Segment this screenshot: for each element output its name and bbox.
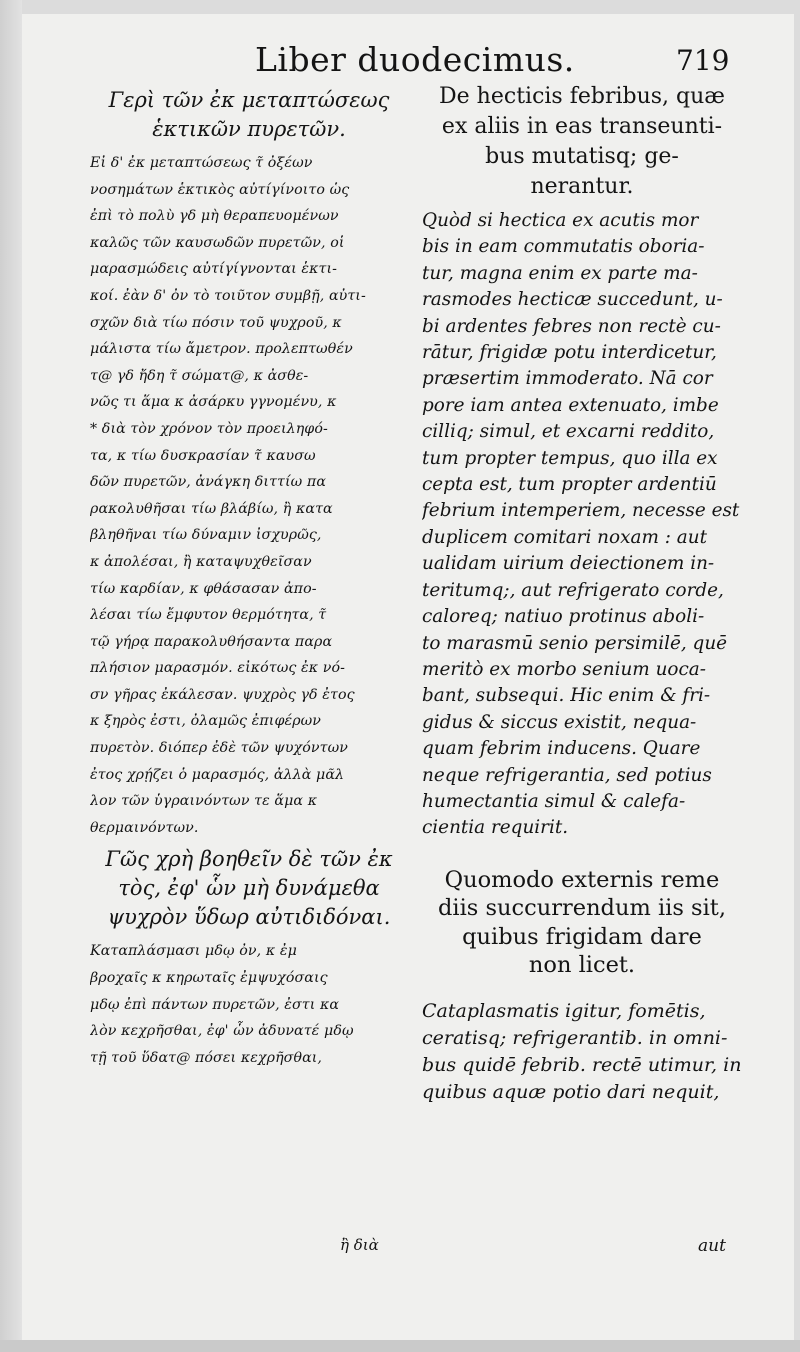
text-line: μδῳ ἐπὶ πάντων πυρετῶν, ἐστι κα bbox=[90, 996, 340, 1013]
latin-heading-1 bbox=[422, 82, 742, 202]
text-line: bant, subsequi. Hic enim & fri- bbox=[422, 685, 711, 707]
greek-column bbox=[90, 86, 408, 1071]
heading-line: nerantur. bbox=[530, 174, 634, 199]
text-line: ρακολυθῆσαι τίω βλάβίω, ἢ κατα bbox=[90, 500, 333, 517]
text-line: σν γῆρας ἐκάλεσαν. ψυχρὸς γδ ἐτος bbox=[90, 686, 355, 703]
heading-line: ψυχρὸν ὕδωρ αὐτιδιδόναι. bbox=[107, 905, 391, 930]
text-line: bi ardentes febres non rectè cu- bbox=[422, 315, 721, 337]
greek-paragraph-1 bbox=[90, 150, 408, 841]
text-line: duplicem comitari noxam : aut bbox=[422, 526, 707, 548]
text-line: τῷ γήρᾳ παρακολυθήσαντα παρα bbox=[90, 633, 333, 650]
text-line: κοί. ἐὰν δ' ὀν τὸ τοιῦτον συμβῇ, αὐτι- bbox=[90, 287, 366, 304]
latin-catchword: aut bbox=[698, 1236, 726, 1256]
text-line: teritumq;, aut refrigerato corde, bbox=[422, 579, 724, 601]
text-line: Cataplasmatis igitur, fomētis, bbox=[422, 999, 706, 1022]
text-line: δῶν πυρετῶν, ἀνάγκη διττίω πα bbox=[90, 474, 327, 491]
text-line: κ ἀπολέσαι, ἢ καταψυχθεῖσαν bbox=[90, 553, 312, 570]
text-line: rasmodes hecticæ succedunt, u- bbox=[422, 289, 723, 311]
text-line: rātur, frigidæ potu interdicetur, bbox=[422, 342, 717, 364]
heading-line: ἑκτικῶν πυρετῶν. bbox=[152, 117, 346, 141]
heading-line: De hecticis febribus, quæ bbox=[439, 84, 725, 109]
text-line: κ ξηρὸς ἐστι, ὀλαμῶς ἐπιφέρων bbox=[90, 713, 322, 730]
latin-paragraph-1 bbox=[422, 208, 742, 842]
heading-line: ex aliis in eas transeunti- bbox=[441, 114, 723, 139]
text-line: quam febrim inducens. Quare bbox=[422, 738, 701, 760]
scan-margin-bottom bbox=[0, 1340, 800, 1352]
text-line: bus quidē febrib. rectē utimur, in bbox=[422, 1053, 742, 1076]
text-line: ualidam uirium deiectionem in- bbox=[422, 553, 715, 575]
latin-paragraph-2 bbox=[422, 998, 742, 1106]
text-line: gidus & siccus existit, nequa- bbox=[422, 711, 697, 733]
latin-column bbox=[422, 82, 742, 1106]
text-line: tur, magna enim ex parte ma- bbox=[422, 262, 698, 284]
text-line: βληθῆναι τίω δύναμιν ἰσχυρῶς, bbox=[90, 527, 322, 544]
text-line: Καταπλάσμασι μδῳ ὀν, κ ἐμ bbox=[90, 943, 297, 960]
text-line: νοσημάτων ἑκτικὸς αὐτίγίνοιτο ὡς bbox=[90, 181, 350, 198]
text-line: cilliq; simul, et excarni reddito, bbox=[422, 421, 715, 443]
text-line: Εἰ δ' ἐκ μεταπτώσεως τ̃ ὀξέων bbox=[90, 155, 313, 171]
heading-line: Γῶς χρὴ βοηθεῖν δὲ τῶν ἐκ bbox=[105, 847, 393, 872]
scan-margin-left bbox=[0, 0, 22, 1352]
text-line: τίω καρδίαν, κ φθάσασαν ἀπο- bbox=[90, 580, 317, 597]
text-line: καλῶς τῶν καυσωδῶν πυρετῶν, οἱ bbox=[90, 234, 345, 251]
heading-line: Γερὶ τῶν ἐκ μεταπτώσεως bbox=[108, 88, 390, 112]
text-line: τῇ τοῦ ὕδατ@ πόσει κεχρῆσθαι, bbox=[90, 1049, 323, 1066]
text-line: βροχαῖς κ κηρωταῖς ἐμψυχόσαις bbox=[90, 970, 328, 987]
latin-heading-2 bbox=[422, 866, 742, 980]
text-line: τ@ γδ ἤδη τ̃ σώματ@, κ ἀσθε- bbox=[90, 367, 309, 384]
text-line: Quòd si hectica ex acutis mor bbox=[422, 210, 699, 231]
text-line: neque refrigerantia, sed potius bbox=[422, 764, 712, 786]
text-line: cepta est, tum propter ardentiū bbox=[422, 474, 717, 496]
text-line: præsertim immoderato. Nā cor bbox=[422, 368, 713, 390]
text-line: quibus aquæ potio dari nequit, bbox=[422, 1080, 720, 1103]
heading-line: quibus frigidam dare bbox=[462, 923, 702, 950]
text-line: λον τῶν ὑγραινόντων τε ἅμα κ bbox=[90, 793, 318, 810]
text-line: σχῶν διὰ τίω πόσιν τοῦ ψυχροῦ, κ bbox=[90, 314, 342, 331]
text-line: * διὰ τὸν χρόνον τὸν προειληφό- bbox=[90, 420, 328, 437]
text-line: λέσαι τίω ἔμφυτον θερμότητα, τ̃ bbox=[90, 607, 327, 624]
text-line: θερμαινόντων. bbox=[90, 819, 199, 836]
text-line: πυρετὸν. διόπερ ἐδὲ τῶν ψυχόντων bbox=[90, 740, 348, 757]
text-line: bis in eam commutatis oboria- bbox=[422, 236, 705, 258]
text-line: πλήσιον μαρασμόν. εἰκότως ἐκ νό- bbox=[90, 660, 346, 677]
text-line: ἐτος χρῄζει ὁ μαρασμός, ἀλλὰ μᾶλ bbox=[90, 766, 345, 783]
text-line: μάλιστα τίω ἄμετρον. προλεπτωθέν bbox=[90, 341, 353, 358]
text-line: cientia requirit. bbox=[422, 817, 569, 839]
heading-line: non licet. bbox=[528, 952, 636, 979]
text-line: caloreq; natiuo protinus aboli- bbox=[422, 606, 705, 628]
heading-line: Quomodo externis reme bbox=[444, 866, 720, 893]
greek-catchword: ἢ διὰ bbox=[340, 1236, 379, 1254]
text-line: humectantia simul & calefa- bbox=[422, 790, 686, 812]
text-line: νῶς τι ἅμα κ ἀσάρκυ γγνομένυ, κ bbox=[90, 394, 337, 411]
heading-line: τὸς, ἐφ' ὧν μὴ δυνάμεθα bbox=[118, 876, 380, 901]
heading-line: bus mutatisq; ge- bbox=[485, 144, 679, 169]
text-line: λὸν κεχρῆσθαι, ἐφ' ὧν ἀδυνατέ μδῳ bbox=[90, 1023, 354, 1040]
text-line: μαρασμώδεις αὐτίγίγνονται ἑκτι- bbox=[90, 261, 338, 278]
greek-paragraph-2 bbox=[90, 938, 408, 1071]
greek-heading-2 bbox=[90, 845, 408, 932]
running-title: Liber duodecimus. bbox=[255, 40, 575, 79]
heading-line: diis succurrendum iis sit, bbox=[438, 895, 726, 922]
text-line: τα, κ τίω δυσκρασίαν τ̃ καυσω bbox=[90, 447, 316, 464]
text-line: ἐπὶ τὸ πολὺ γδ μὴ θεραπευομένων bbox=[90, 208, 339, 225]
page-number: 719 bbox=[676, 44, 730, 77]
text-line: pore iam antea extenuato, imbe bbox=[422, 394, 719, 416]
text-line: tum propter tempus, quo illa ex bbox=[422, 447, 718, 469]
text-line: ceratisq; refrigerantib. in omni- bbox=[422, 1026, 728, 1049]
text-line: meritò ex morbo senium uoca- bbox=[422, 658, 706, 680]
text-line: to marasmū senio persimilē, quē bbox=[422, 632, 728, 654]
greek-heading-1 bbox=[90, 86, 408, 144]
text-line: febrium intemperiem, necesse est bbox=[422, 500, 740, 522]
